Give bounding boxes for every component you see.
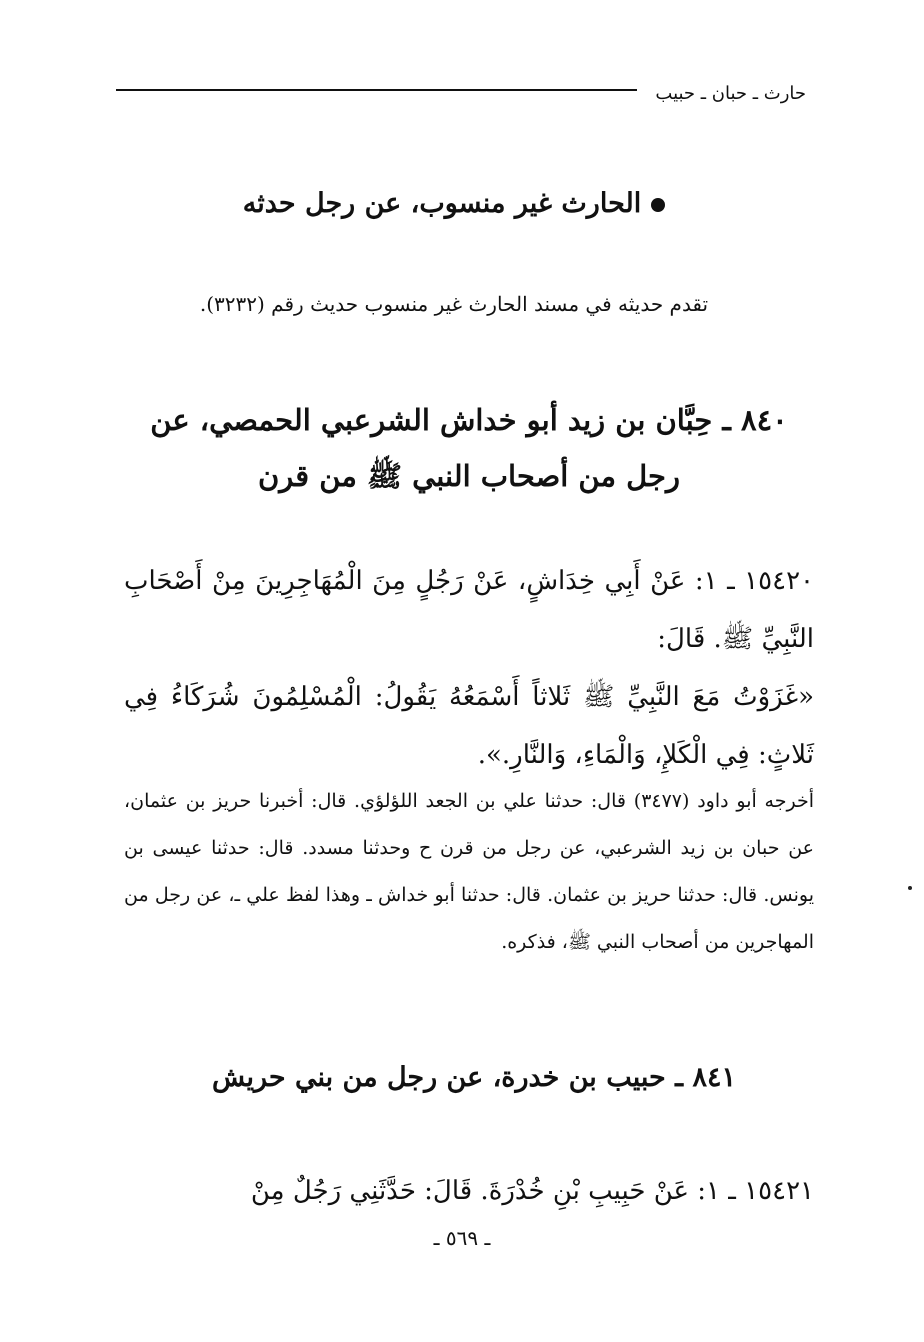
section-heading (184, 188, 724, 219)
hadith-15420-text: ١٥٤٢٠ ـ ١: عَنْ أَبِي خِدَاشٍ، عَنْ رَجُلٍ مِنَ الْمُهَاجِرِينَ مِنْ أَصْحَابِ النَّبِيِّ ﷺ. قَالَ: (124, 566, 814, 654)
running-header (116, 78, 806, 108)
takhrij-15420: أخرجه أبو داود (٣٤٧٧) قال: حدثنا علي بن الجعد اللؤلؤي. قال: أخبرنا حريز بن عثمان، عن حبان بن زيد الشرعبي، عن رجل من قرن ح وحدثنا مسدد. قال: حدثنا عيسى بن يونس. قال: حدثنا حريز بن عثمان. قال: حدثنا أبو خداش ـ وهذا لفظ علي ـ، عن رجل من المهاجرين من أصحاب النبي ﷺ، فذكره. (124, 790, 815, 953)
hadith-15420 (124, 552, 814, 784)
hadith-15421: ١٥٤٢١ ـ ١: عَنْ حَبِيبِ بْنِ خُدْرَةَ. قَالَ: حَدَّثَنِي رَجُلٌ مِنْ (250, 1176, 814, 1206)
running-header-text: حارث ـ حبان ـ حبيب (655, 82, 806, 104)
chapter-heading-840 (124, 392, 814, 504)
margin-dot (908, 886, 912, 890)
page-number: ـ ٥٦٩ ـ (433, 1226, 491, 1250)
chapter-heading-840-line2: رجل من أصحاب النبي ﷺ من قرن (258, 459, 680, 493)
bullet-icon (651, 198, 665, 212)
header-rule (116, 89, 637, 91)
hadith-15420-quote: «غَزَوْتُ مَعَ النَّبِيِّ ﷺ ثَلاثاً أَسْمَعُهُ يَقُولُ: الْمُسْلِمُونَ شُرَكَاءُ فِي ثَلاثٍ: فِي الْكَلإِ، وَالْمَاءِ، وَالنَّارِ.». (124, 682, 814, 770)
cross-reference: تقدم حديثه في مسند الحارث غير منسوب حديث رقم (٣٢٣٢). (199, 292, 709, 316)
chapter-heading-841: ٨٤١ ـ حبيب بن خدرة، عن رجل من بني حريش (212, 1062, 736, 1093)
section-heading-text: الحارث غير منسوب، عن رجل حدثه (242, 188, 642, 219)
chapter-heading-840-line1: ٨٤٠ ـ حِبَّان بن زيد أبو خداش الشرعبي الحمصي، عن (150, 403, 788, 437)
